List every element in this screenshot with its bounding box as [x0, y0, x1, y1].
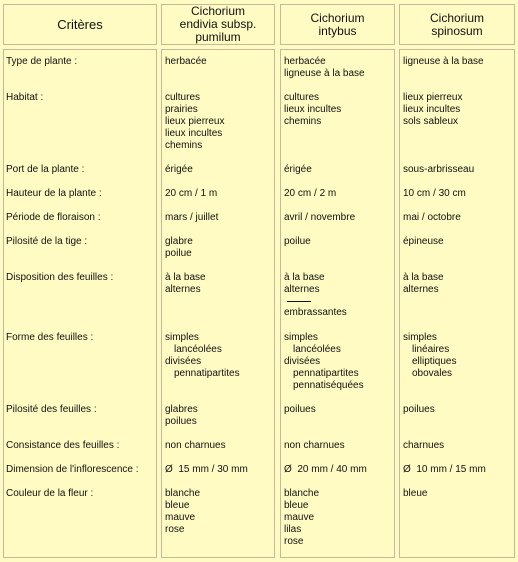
cell-line: lieux incultes	[165, 128, 223, 139]
cell-line: herbacée	[284, 56, 326, 67]
table-cell	[165, 464, 248, 476]
cell-line: lilas	[284, 524, 302, 535]
cell-line: lancéolées	[174, 344, 222, 355]
cell-line: lieux pierreux	[165, 116, 225, 127]
table-cell	[165, 56, 207, 68]
table-cell	[284, 332, 364, 392]
cell-line: poilues	[403, 404, 435, 415]
criteria-label: Hauteur de la plante :	[6, 188, 102, 199]
cell-line: poilue	[284, 236, 311, 247]
cell-line: simples	[403, 332, 437, 343]
cell-line: à la base	[284, 272, 325, 283]
header-criteres-label: Critères	[57, 17, 103, 32]
table-cell	[284, 236, 311, 248]
criteria-label: Période de floraison :	[6, 212, 101, 223]
cell-line: blanche	[284, 488, 320, 499]
cell-line: pennatiséquées	[293, 380, 364, 391]
table-cell	[165, 212, 218, 224]
cell-line: charnues	[403, 440, 445, 451]
cell-line: 10 cm / 30 cm	[403, 188, 466, 199]
cell-line: lieux pierreux	[403, 92, 463, 103]
table-cell	[403, 212, 461, 224]
cell-line: Ø 20 mm / 40 mm	[284, 464, 367, 475]
cell-line: bleue	[165, 500, 190, 511]
table-cell	[403, 164, 474, 176]
cell-line: alternes	[403, 284, 439, 295]
table-cell	[165, 440, 226, 452]
header-col2	[280, 4, 395, 45]
table-cell	[284, 188, 336, 200]
header-col3-label: Cichorium spinosum	[429, 10, 484, 38]
criteria-label: Disposition des feuilles :	[6, 272, 114, 283]
species-column-1	[161, 49, 275, 558]
criteria-label: Consistance des feuilles :	[6, 440, 120, 451]
table-cell	[403, 188, 466, 200]
cell-line: non charnues	[284, 440, 345, 451]
table-cell	[284, 212, 355, 224]
cell-line: ligneuse à la base	[403, 56, 484, 67]
cell-line: ligneuse à la base	[284, 68, 365, 79]
cell-line: 20 cm / 2 m	[284, 188, 337, 199]
cell-line: linéaires	[412, 344, 450, 355]
cell-line: poilues	[284, 404, 316, 415]
cell-line: épineuse	[403, 236, 444, 247]
criteria-label: Dimension de l'inflorescence :	[6, 464, 139, 475]
cell-line: lieux incultes	[403, 104, 461, 115]
cell-line: pennatipartites	[293, 368, 359, 379]
cell-line: érigée	[284, 164, 312, 175]
cell-line: rose	[284, 536, 304, 547]
species-column-3	[399, 49, 515, 558]
cell-line: Ø 10 mm / 15 mm	[403, 464, 486, 475]
table-cell	[403, 236, 444, 248]
table-cell	[284, 272, 347, 319]
table-cell	[165, 188, 217, 200]
cell-line: non charnues	[165, 440, 226, 451]
cell-line: divisées	[165, 356, 202, 367]
table-cell	[284, 464, 367, 476]
cell-line: mauve	[284, 512, 315, 523]
criteria-label: Couleur de la fleur :	[6, 488, 94, 499]
criteria-label: Forme des feuilles :	[6, 332, 94, 343]
criteria-column	[3, 49, 157, 558]
cell-line: prairies	[165, 104, 198, 115]
table-cell	[403, 404, 435, 416]
header-criteres	[3, 4, 157, 45]
cell-line: alternes	[284, 284, 320, 295]
table-cell	[165, 236, 193, 260]
cell-line: chemins	[284, 116, 322, 127]
criteria-label: Pilosité de la tige :	[6, 236, 88, 247]
cell-line: divisées	[284, 356, 321, 367]
cell-line: glabre	[165, 236, 193, 247]
table-cell	[284, 488, 319, 548]
cell-line: alternes	[165, 284, 201, 295]
cell-line: cultures	[284, 92, 320, 103]
table-cell	[165, 404, 198, 428]
cell-line: lieux incultes	[284, 104, 342, 115]
table-cell	[403, 56, 484, 68]
criteria-label: Pilosité des feuilles :	[6, 404, 97, 415]
cell-line: simples	[284, 332, 318, 343]
cell-line: pennatipartites	[174, 368, 240, 379]
cell-line: mauve	[165, 512, 196, 523]
cell-line: poilues	[165, 416, 197, 427]
table-cell	[403, 464, 486, 476]
table-cell	[284, 92, 341, 128]
cell-line: chemins	[165, 140, 203, 151]
table-cell	[284, 164, 312, 176]
table-cell	[165, 272, 206, 296]
header-col2-label: Cichorium intybus	[310, 10, 365, 38]
separator-dash	[287, 301, 311, 302]
cell-line: érigée	[165, 164, 193, 175]
cell-line: blanche	[165, 488, 201, 499]
cell-line: bleue	[403, 488, 428, 499]
cell-line: bleue	[284, 500, 309, 511]
cell-line: cultures	[165, 92, 201, 103]
header-col3	[399, 4, 515, 45]
cell-line: embrassantes	[284, 307, 347, 318]
cell-line: Ø 15 mm / 30 mm	[165, 464, 248, 475]
header-col1	[161, 4, 275, 45]
cell-line: à la base	[403, 272, 444, 283]
cell-line: glabres	[165, 404, 198, 415]
cell-line: avril / novembre	[284, 212, 356, 223]
table-cell	[165, 92, 224, 152]
cell-line: herbacée	[165, 56, 207, 67]
cell-line: rose	[165, 524, 185, 535]
species-column-2	[280, 49, 395, 558]
header-col1-label: Cichorium endivia subsp. pumilum	[179, 4, 257, 44]
cell-line: mars / juillet	[165, 212, 219, 223]
table-cell	[403, 272, 444, 296]
cell-line: à la base	[165, 272, 206, 283]
table-cell	[165, 332, 240, 380]
table-cell	[165, 488, 200, 536]
cell-line: lancéolées	[293, 344, 341, 355]
cell-line: sols sableux	[403, 116, 459, 127]
table-cell	[403, 92, 462, 128]
criteria-label: Type de plante :	[6, 56, 78, 67]
table-cell	[403, 332, 456, 380]
table-cell	[165, 164, 193, 176]
cell-line: poilue	[165, 248, 192, 259]
criteria-label: Habitat :	[6, 92, 44, 103]
table-cell	[403, 440, 444, 452]
table-cell	[284, 56, 365, 80]
table-cell	[284, 440, 345, 452]
cell-line: elliptiques	[412, 356, 457, 367]
cell-line: mai / octobre	[403, 212, 461, 223]
table-cell	[284, 404, 316, 416]
cell-line: sous-arbrisseau	[403, 164, 475, 175]
table-cell	[403, 488, 427, 500]
cell-line: 20 cm / 1 m	[165, 188, 218, 199]
criteria-label: Port de la plante :	[6, 164, 85, 175]
cell-line: simples	[165, 332, 199, 343]
cell-line: obovales	[412, 368, 453, 379]
